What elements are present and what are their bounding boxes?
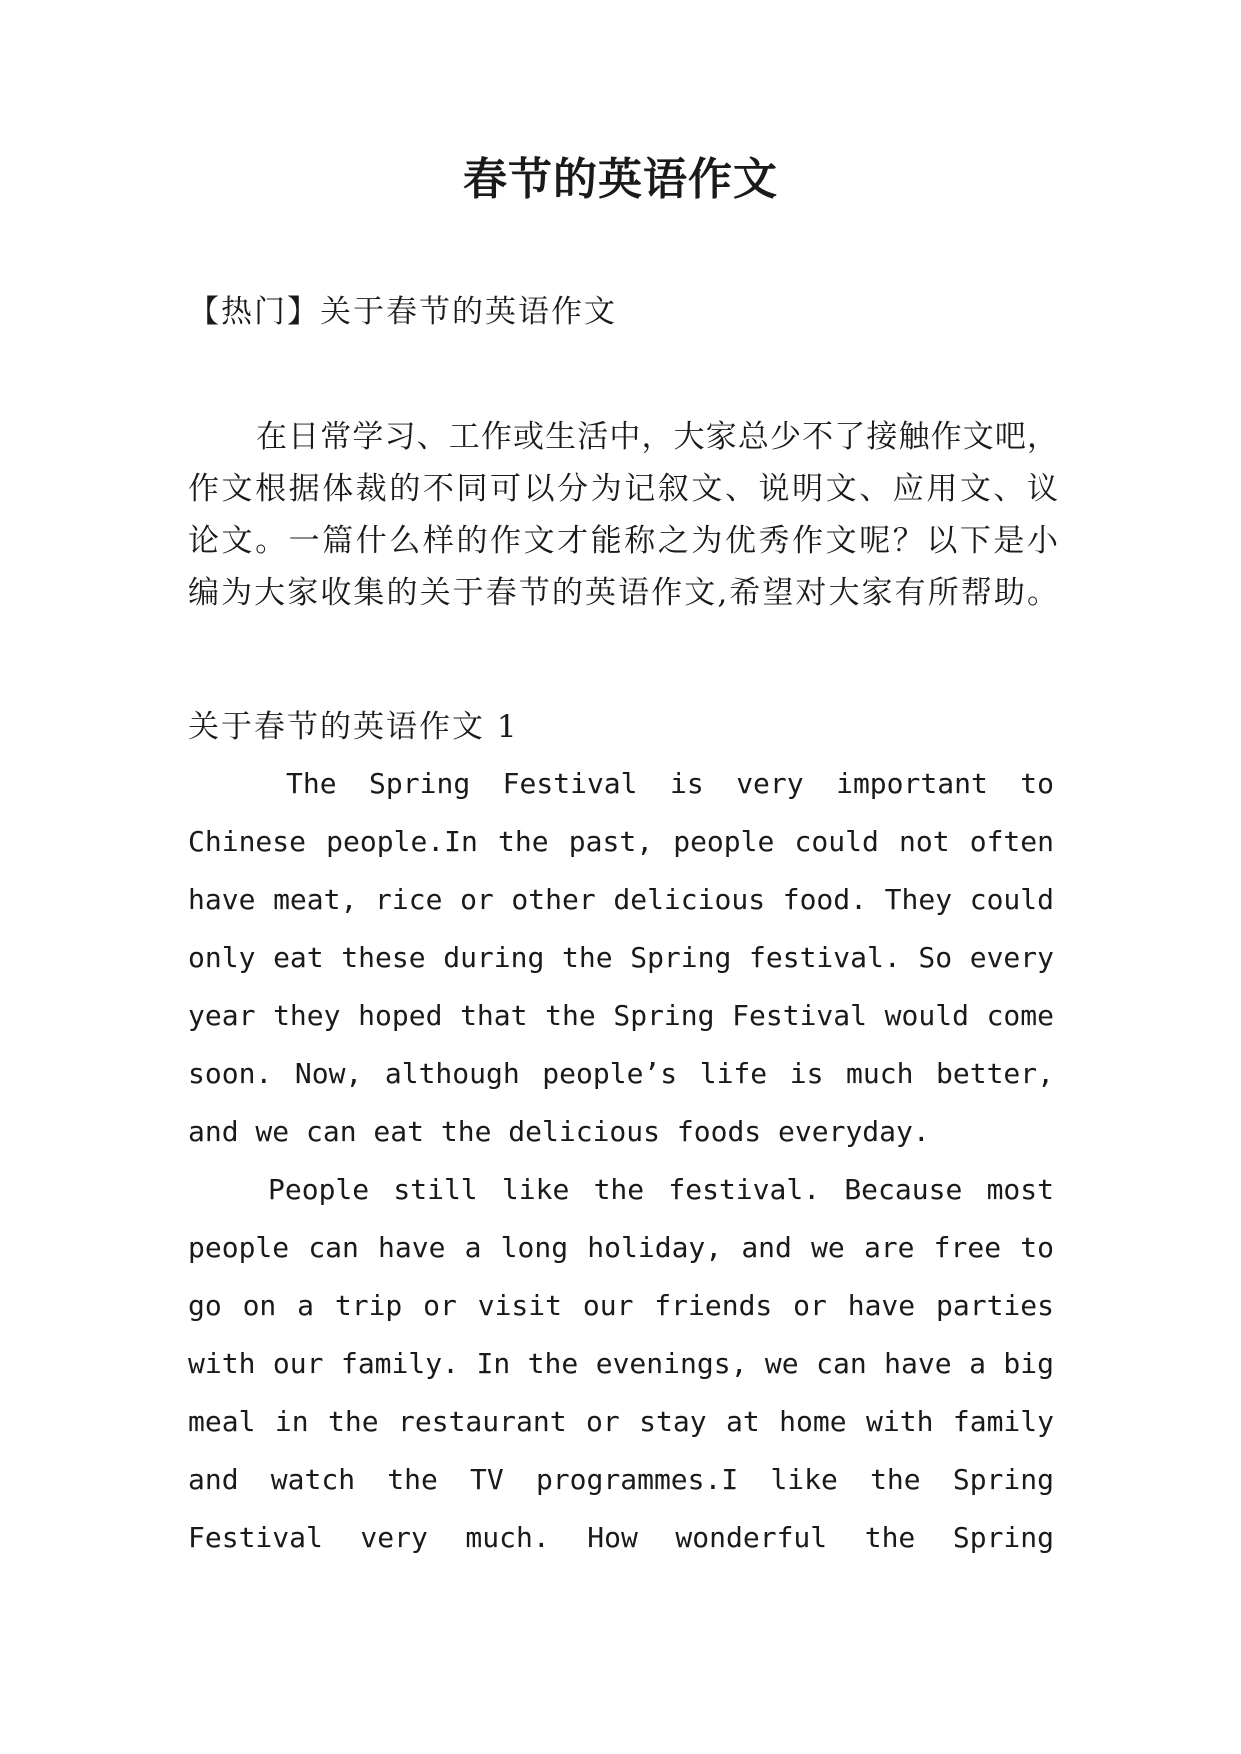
intro-line: 作文根据体裁的不同可以分为记叙文、说明文、应用文、议 xyxy=(188,471,1058,507)
section-heading: 关于春节的英语作文 1 xyxy=(188,709,519,745)
intro-line: 在日常学习、工作或生活中，大家总少不了接触作文吧， xyxy=(256,419,1058,455)
essay-line: year they hoped that the Spring Festival would come xyxy=(188,999,1054,1032)
essay-line: only eat these during the Spring festival. So every xyxy=(188,941,1054,974)
essay-line: and we can eat the delicious foods everyday. xyxy=(188,1115,930,1148)
essay-line: The Spring Festival is very important to xyxy=(286,767,1054,800)
intro-line: 论文。一篇什么样的作文才能称之为优秀作文呢？以下是小 xyxy=(188,523,1058,559)
essay-line: have meat, rice or other delicious food. They could xyxy=(188,883,1054,916)
intro-line: 编为大家收集的关于春节的英语作文,希望对大家有所帮助。 xyxy=(188,575,1058,611)
essay-line: soon. Now, although people’s life is much better, xyxy=(188,1057,1054,1090)
document-subtitle: 【热门】关于春节的英语作文 xyxy=(188,294,617,330)
essay-line: go on a trip or visit our friends or have parties xyxy=(188,1289,1054,1322)
essay-line: with our family. In the evenings, we can have a big xyxy=(188,1347,1054,1380)
essay-line: people can have a long holiday, and we are free to xyxy=(188,1231,1054,1264)
essay-line: Chinese people.In the past, people could not often xyxy=(188,825,1054,858)
document-title: 春节的英语作文 xyxy=(463,154,778,205)
essay-line: People still like the festival. Because most xyxy=(268,1173,1054,1206)
essay-line: meal in the restaurant or stay at home with family xyxy=(188,1405,1054,1438)
essay-line: Festival very much. How wonderful the Spring xyxy=(188,1521,1054,1554)
essay-line: and watch the TV programmes.I like the Spring xyxy=(188,1463,1054,1496)
